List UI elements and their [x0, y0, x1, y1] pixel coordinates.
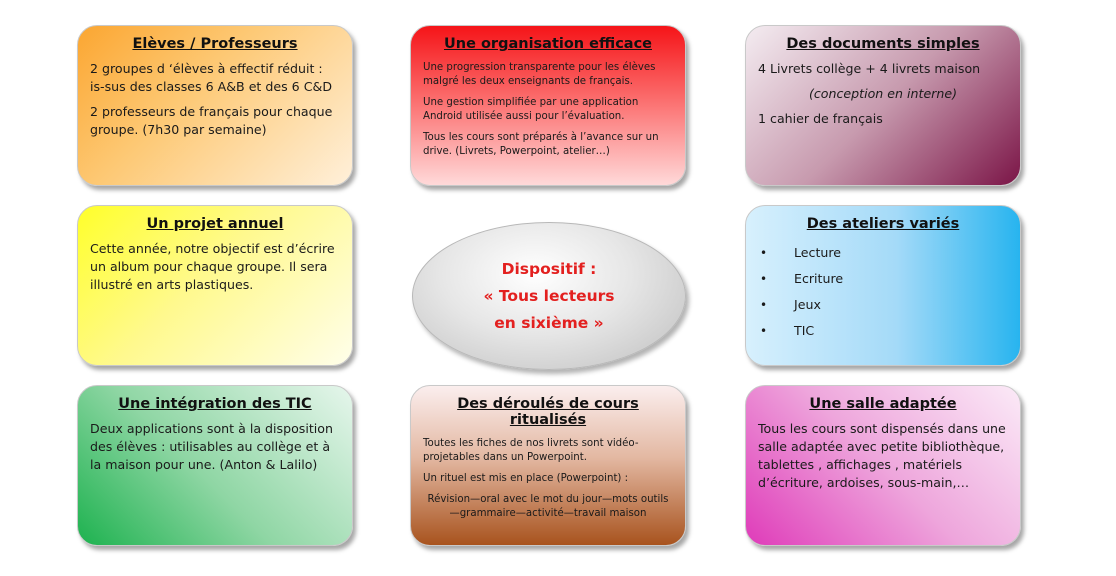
- card-title: Elèves / Professeurs: [132, 36, 298, 52]
- bullet-icon: •: [760, 272, 768, 286]
- list-item: [758, 240, 1008, 266]
- card-title: Des ateliers variés: [806, 216, 960, 232]
- list-item-label: Jeux: [794, 297, 821, 312]
- card-title: Des documents simples: [786, 36, 980, 52]
- list-item-label: TIC: [794, 323, 815, 338]
- list-item-label: Lecture: [794, 245, 842, 260]
- card-title: Une intégration des TIC: [118, 396, 312, 412]
- card-text: Tous les cours sont préparés à l’avance sur un drive. (Livrets, Powerpoint, atelier…): [423, 132, 659, 157]
- center-title-line: en sixième »: [494, 313, 604, 332]
- card-text: 2 professeurs de français pour chaque groupe. (7h30 par semaine): [90, 104, 333, 137]
- center-title-line: « Tous lecteurs: [483, 286, 615, 305]
- card-text: Tous les cours sont dispensés dans une salle adaptée avec petite bibliothèque, tablettes , affichages , matériels d’écriture, ardoises, sous-main,…: [758, 421, 1006, 490]
- card-title: Un projet annuel: [146, 216, 284, 232]
- card-text: 2 groupes d ‘élèves à effectif réduit : is-sus des classes 6 A&B et des 6 C&D: [90, 61, 333, 94]
- card-text: Un rituel est mis en place (Powerpoint) :: [423, 473, 629, 484]
- card-deroules: [410, 385, 686, 546]
- bullet-icon: •: [760, 298, 768, 312]
- card-projet-annuel: [77, 205, 353, 366]
- card-text: 4 Livrets collège + 4 livrets maison: [758, 61, 981, 76]
- card-text-italic: (conception en interne): [808, 86, 958, 101]
- center-ellipse: [412, 222, 686, 370]
- list-item-label: Ecriture: [794, 271, 844, 286]
- card-text: Révision—oral avec le mot du jour—mots outils—grammaire—activité—travail maison: [427, 494, 669, 519]
- center-title-line: Dispositif :: [501, 259, 597, 278]
- card-title: Des déroulés de cours ritualisés: [457, 396, 639, 428]
- card-documents: [745, 25, 1021, 186]
- list-item: [758, 318, 1008, 344]
- card-title: Une salle adaptée: [809, 396, 957, 412]
- list-item: [758, 266, 1008, 292]
- list-item: [758, 292, 1008, 318]
- card-ateliers: [745, 205, 1021, 366]
- bullet-icon: •: [760, 324, 768, 338]
- card-integration-tic: [77, 385, 353, 546]
- card-organisation: [410, 25, 686, 186]
- card-text: Une gestion simplifiée par une application Android utilisée aussi pour l’évaluation.: [423, 97, 639, 122]
- card-text: Cette année, notre objectif est d’écrire un album pour chaque groupe. Il sera illustré en arts plastiques.: [90, 241, 335, 292]
- card-title: Une organisation efficace: [443, 36, 652, 52]
- card-text: Une progression transparente pour les élèves malgré les deux enseignants de français.: [423, 62, 656, 87]
- card-text: Deux applications sont à la disposition des élèves : utilisables au collège et à la maison pour une. (Anton & Lalilo): [90, 421, 333, 472]
- card-text: Toutes les fiches de nos livrets sont vidéo-projetables dans un Powerpoint.: [423, 438, 639, 463]
- card-eleves-professeurs: [77, 25, 353, 186]
- card-text: 1 cahier de français: [758, 111, 883, 126]
- card-salle-adaptee: [745, 385, 1021, 546]
- ateliers-list: [758, 240, 1008, 344]
- bullet-icon: •: [760, 246, 768, 260]
